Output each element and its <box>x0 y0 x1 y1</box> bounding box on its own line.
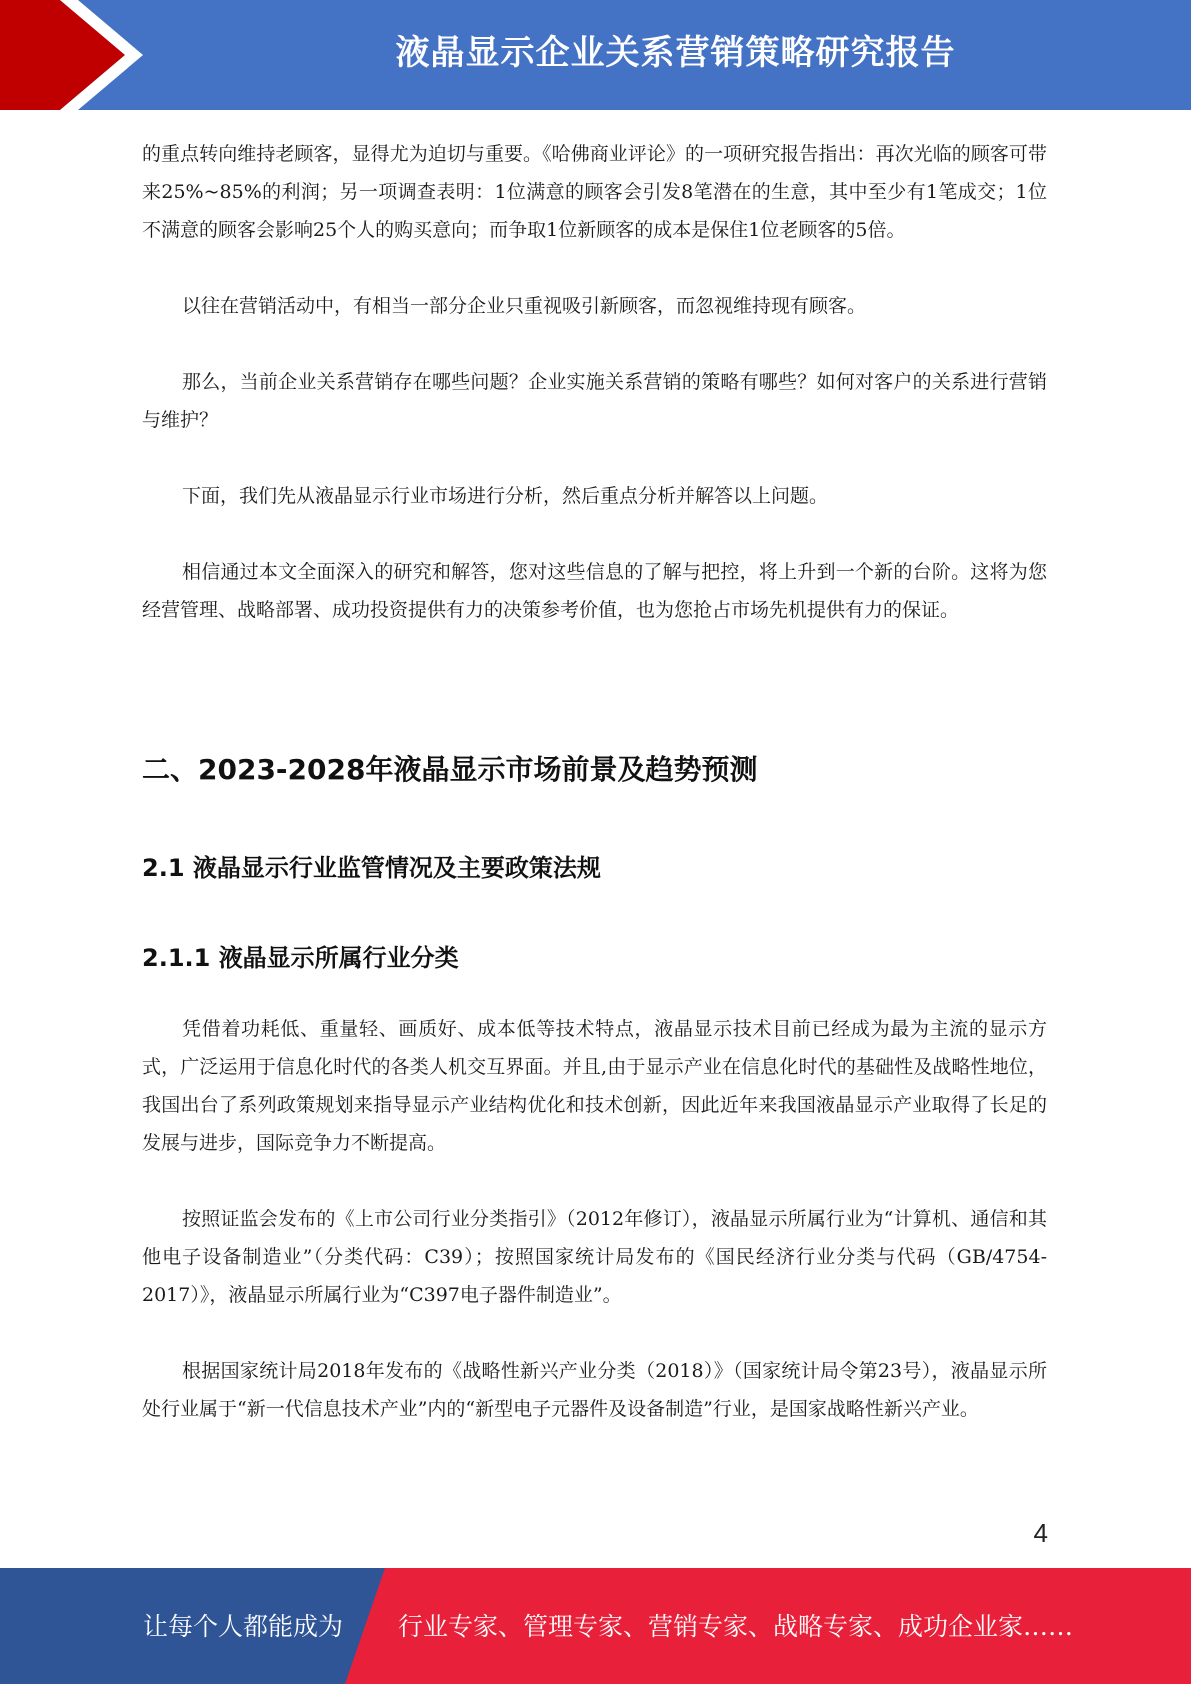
header-bar <box>0 0 1191 110</box>
footer-slogan-left: 让每个人都能成为 <box>143 1612 344 1641</box>
paragraph: 按照证监会发布的《上市公司行业分类指引》（2012年修订），液晶显示所属行业为“计算机、通信和其他电子设备制造业”（分类代码：C39）；按照国家统计局发布的《国民经济行业分类与代码（GB/4754-2017）》，液晶显示所属行业为“C397电子器件制造业”。 <box>142 1208 1047 1306</box>
paragraph: 下面，我们先从液晶显示行业市场进行分析，然后重点分析并解答以上问题。 <box>182 485 829 507</box>
paragraph: 根据国家统计局2018年发布的《战略性新兴产业分类（2018）》（国家统计局令第23号），液晶显示所处行业属于“新一代信息技术产业”内的“新型电子元器件及设备制造”行业，是国家战略性新兴产业。 <box>142 1360 1047 1420</box>
section-heading: 二、2023-2028年液晶显示市场前景及趋势预测 <box>142 753 758 786</box>
paragraph: 的重点转向维持老顾客，显得尤为迫切与重要。《哈佛商业评论》的一项研究报告指出：再次光临的顾客可带来25%~85%的利润；另一项调查表明：1位满意的顾客会引发8笔潜在的生意，其中至少有1笔成交；1位不满意的顾客会影响25个人的购买意向；而争取1位新顾客的成本是保住1位老顾客的5倍。 <box>142 143 1047 241</box>
intro-section <box>142 135 1047 667</box>
report-title: 液晶显示企业关系营销策略研究报告 <box>395 33 956 73</box>
paragraph: 凭借着功耗低、重量轻、画质好、成本低等技术特点，液晶显示技术目前已经成为最为主流的显示方式，广泛运用于信息化时代的各类人机交互界面。并且,由于显示产业在信息化时代的基础性及战略性地位，我国出台了系列政策规划来指导显示产业结构优化和技术创新，因此近年来我国液晶显示产业取得了长足的发展与进步，国际竞争力不断提高。 <box>142 1018 1047 1154</box>
paragraph: 那么，当前企业关系营销存在哪些问题？企业实施关系营销的策略有哪些？如何对客户的关系进行营销与维护？ <box>142 371 1047 431</box>
header-chevron-decoration <box>0 0 160 110</box>
paragraph: 相信通过本文全面深入的研究和解答，您对这些信息的了解与把控，将上升到一个新的台阶。这将为您经营管理、战略部署、成功投资提供有力的决策参考价值，也为您抢占市场先机提供有力的保证。 <box>142 561 1047 621</box>
footer-slogan-right: 行业专家、管理专家、营销专家、战略专家、成功企业家…… <box>398 1612 1074 1641</box>
footer-banner <box>0 1568 1191 1684</box>
paragraph: 以往在营销活动中，有相当一部分企业只重视吸引新顾客，而忽视维持现有顾客。 <box>182 295 867 317</box>
subsubsection-heading: 2.1.1 液晶显示所属行业分类 <box>142 944 459 972</box>
subsection-heading: 2.1 液晶显示行业监管情况及主要政策法规 <box>142 854 601 882</box>
page-number: 4 <box>1033 1518 1048 1548</box>
body-section <box>142 1010 1047 1466</box>
